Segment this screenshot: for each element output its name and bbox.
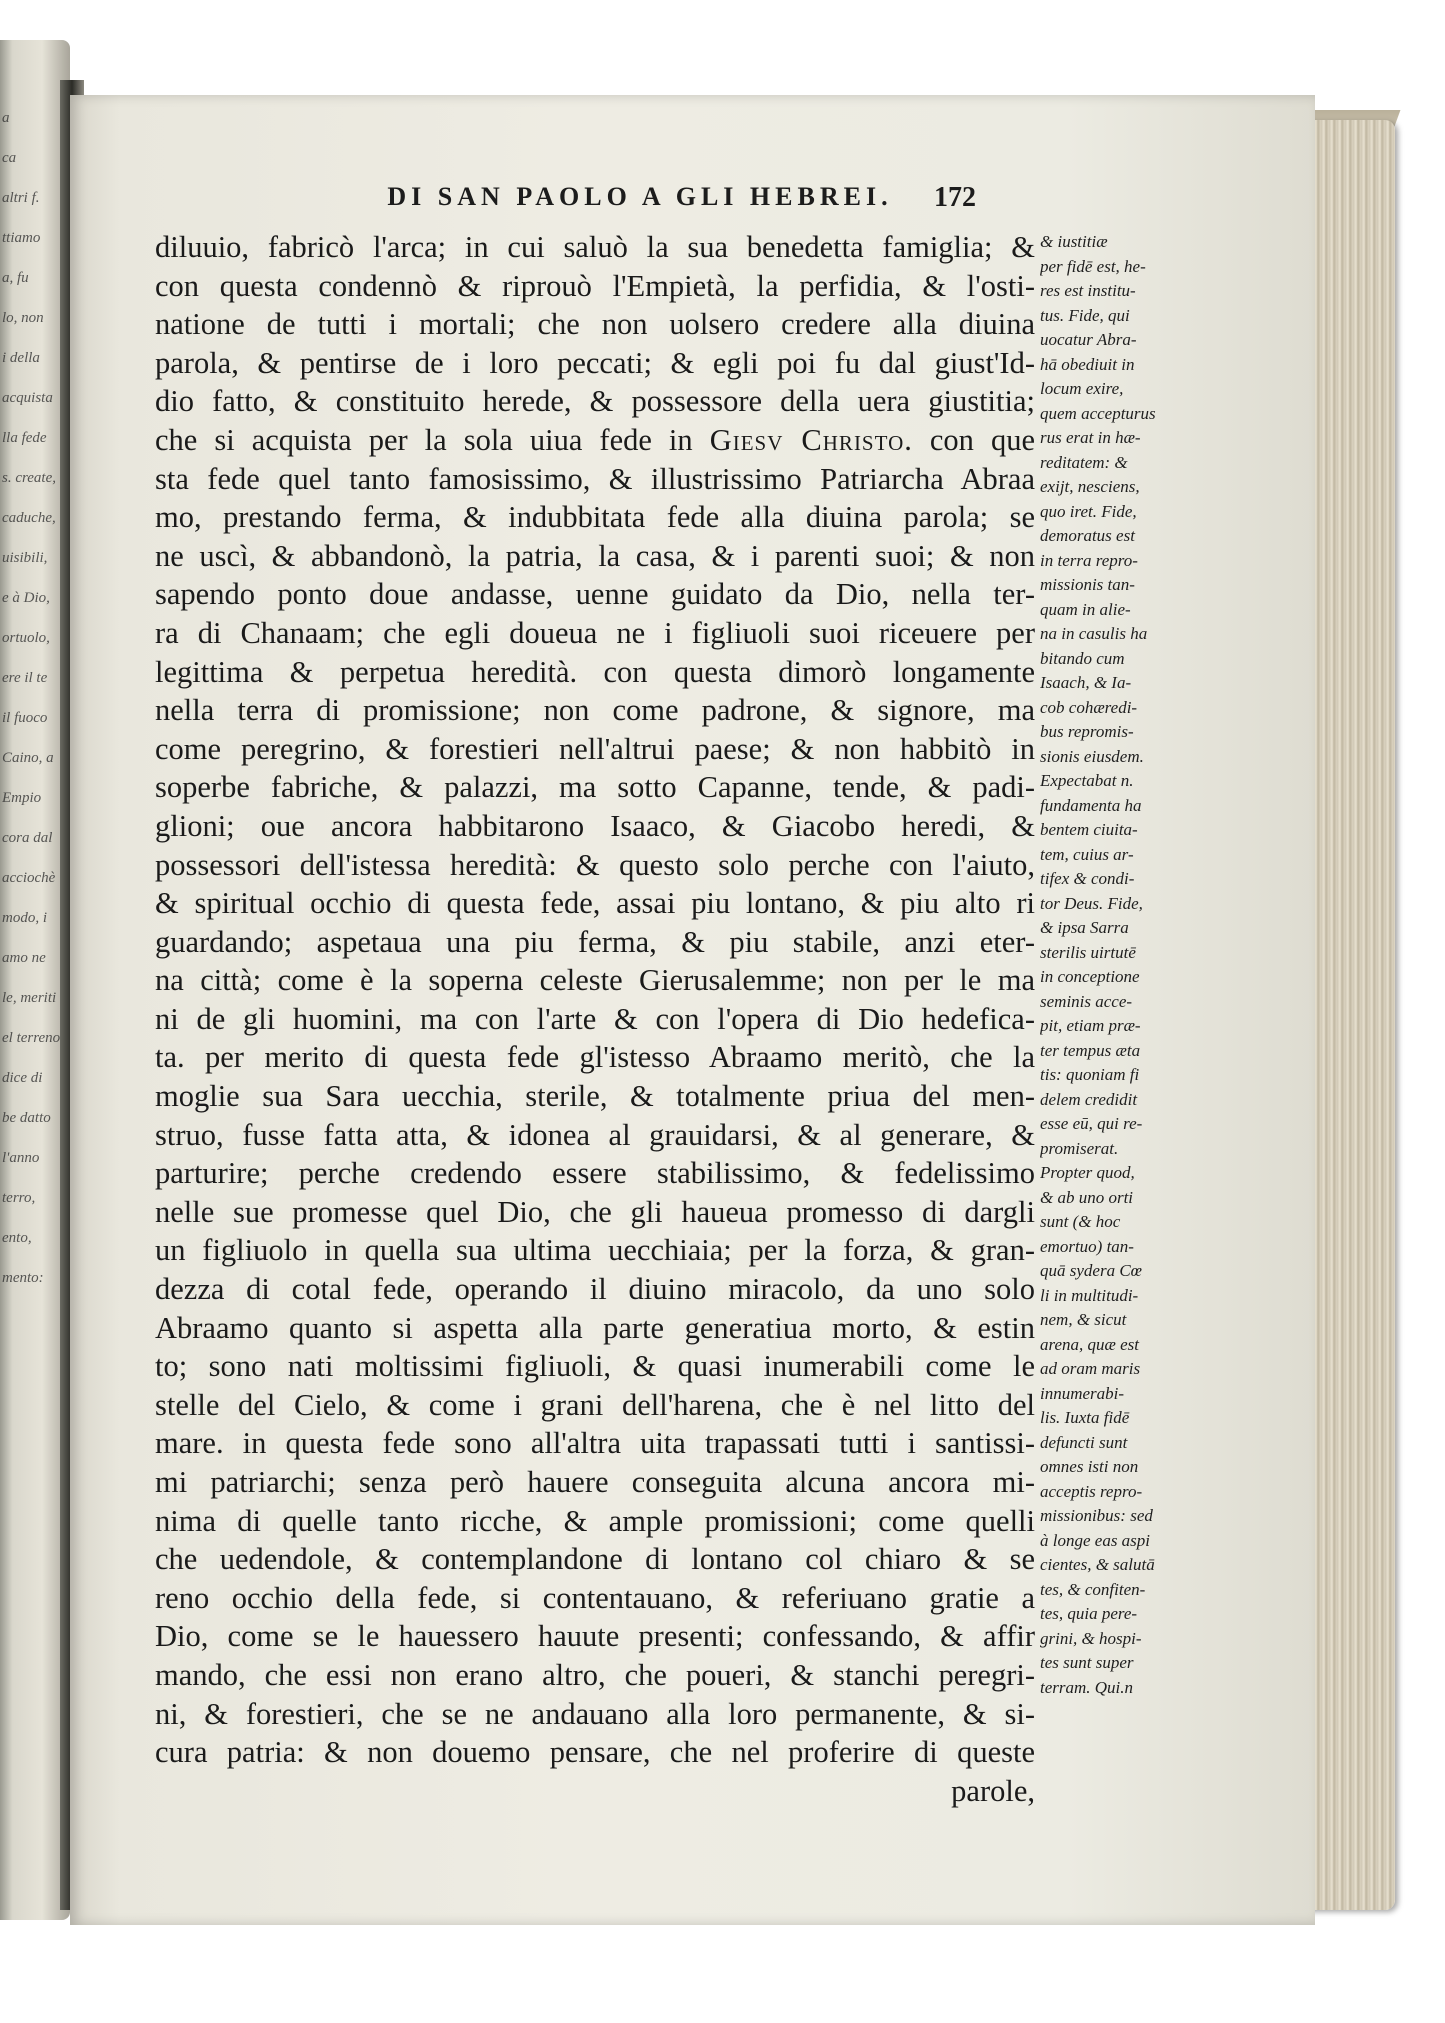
body-line: natione de tutti i mortali; che non uolsero credere alla diuina — [155, 307, 1035, 342]
body-text — [155, 228, 1035, 1810]
margin-note-line: Propter quod, — [1040, 1163, 1135, 1182]
body-line: reno occhio della fede, si contentauano, & referiuano gratie a — [155, 1580, 1035, 1615]
margin-note-line: quā sydera Cœ — [1040, 1261, 1142, 1280]
left-page-fragment: uisibili, — [2, 550, 48, 566]
body-line-text: con que — [912, 422, 1035, 457]
margin-note-line: tes, quia pere- — [1040, 1604, 1138, 1623]
margin-note-line: & ipsa Sarra — [1040, 918, 1129, 937]
margin-note-line: quo iret. Fide, — [1040, 501, 1137, 521]
body-line: che uedendole, & contemplandone di lontano col chiaro & se — [155, 1542, 1035, 1577]
margin-note-line: promiserat. — [1040, 1138, 1119, 1158]
margin-note-line: bitando cum — [1040, 648, 1125, 668]
catchword: parole, — [951, 1773, 1035, 1808]
margin-note-line: Isaach, & Ia- — [1040, 673, 1132, 692]
left-page-fragment: caduche, — [2, 510, 56, 526]
body-line: dezza di cotal fede, operando il diuino miracolo, da uno solo — [155, 1272, 1035, 1307]
left-page-fragment: modo, i — [2, 910, 47, 926]
body-line: soperbe fabriche, & palazzi, ma sotto Capanne, tende, & padi- — [155, 770, 1035, 805]
left-page-fragment: a, fu — [2, 270, 29, 286]
body-line: mando, che essi non erano altro, che poueri, & stanchi peregri- — [155, 1657, 1035, 1692]
margin-note-line: ad oram maris — [1040, 1359, 1141, 1378]
body-line: sta fede quel tanto famosissimo, & illustrissimo Patriarcha Abraa — [155, 461, 1035, 496]
body-line: stelle del Cielo, & come i grani dell'harena, che è nel litto del — [155, 1387, 1035, 1422]
body-line: ne uscì, & abbandonò, la patria, la casa, & i parenti suoi; & non — [155, 538, 1035, 573]
margin-note-line: acceptis repro- — [1040, 1481, 1143, 1501]
body-line: mi patriarchi; senza però hauere conseguita alcuna ancora mi- — [155, 1465, 1035, 1499]
small-caps-name: Giesv Christo. — [709, 422, 913, 457]
body-line: to; sono nati moltissimi figliuoli, & quasi inumerabili come le — [155, 1349, 1035, 1384]
left-page-fragment: be datto — [2, 1110, 51, 1126]
left-page-fragment: e à Dio, — [2, 590, 50, 606]
left-page-fragment: ortuolo, — [2, 630, 50, 646]
margin-note-line: grini, & hospi- — [1040, 1628, 1142, 1648]
left-page-fragment: le, meriti — [2, 990, 57, 1006]
margin-note-line: tes sunt super — [1040, 1653, 1134, 1672]
left-page-fragment: i della — [2, 350, 40, 366]
margin-note-line: locum exire, — [1040, 379, 1124, 398]
page-number: 172 — [934, 182, 976, 213]
margin-note-line: nem, & sicut — [1040, 1310, 1127, 1329]
margin-note-line: & ab uno orti — [1040, 1187, 1134, 1207]
body-line: con questa condennò & riprouò l'Empietà, la perfidia, & l'osti- — [155, 268, 1035, 303]
left-page-fragment: ca — [2, 150, 17, 166]
margin-notes — [1040, 230, 1245, 1700]
margin-note-line: emortuo) tan- — [1040, 1236, 1134, 1256]
margin-note-line: rus erat in hæ- — [1040, 428, 1141, 447]
margin-note-line: sionis eiusdem. — [1040, 746, 1144, 766]
margin-note-line: in conceptione — [1040, 967, 1140, 986]
left-page-fragment: Empio — [2, 790, 42, 806]
left-page-fragment: el terreno — [2, 1030, 61, 1046]
body-line: ta. per merito di questa fede gl'istesso Abraamo meritò, che la — [155, 1040, 1035, 1075]
body-line: diluuio, fabricò l'arca; in cui saluò la sua benedetta famiglia; & — [155, 230, 1035, 264]
margin-note-line: innumerabi- — [1040, 1383, 1125, 1403]
page-block-edges — [1305, 120, 1395, 1910]
left-page-fragment: ttiamo — [2, 230, 41, 246]
body-line: & spiritual occhio di questa fede, assai piu lontano, & piu alto ri — [155, 886, 1035, 921]
margin-note-line: uocatur Abra- — [1040, 330, 1137, 349]
left-page-fragment: s. create, — [2, 470, 57, 486]
body-line: mo, prestando ferma, & indubbitata fede alla diuina parola; se — [155, 500, 1035, 535]
margin-note-line: bus repromis- — [1040, 722, 1134, 741]
body-line: guardando; aspetaua una piu ferma, & piu stabile, anzi eter- — [155, 924, 1035, 959]
left-page-fragment: il fuoco — [2, 710, 48, 726]
margin-note-line: hā obediuit in — [1040, 354, 1135, 374]
margin-note-line: missionis tan- — [1040, 575, 1135, 594]
margin-note-line: tus. Fide, qui — [1040, 305, 1130, 325]
left-page-fragment: Caino, a — [2, 750, 54, 766]
margin-note-line: terram. Qui.n — [1040, 1677, 1134, 1697]
margin-note-line: in terra repro- — [1040, 550, 1138, 570]
margin-note-line: na in casulis ha — [1040, 624, 1148, 643]
margin-note-line: reditatem: & — [1040, 452, 1128, 472]
margin-note-line: per fidē est, he- — [1040, 256, 1146, 276]
body-line: mare. in questa fede sono all'altra uita trapassati tutti i santissi- — [155, 1426, 1035, 1461]
body-line: ra di Chanaam; che egli doueua ne i figliuoli suoi riceuere per — [155, 615, 1035, 650]
margin-note-line: tis: quoniam fi — [1040, 1065, 1140, 1084]
body-line: legittima & perpetua heredità. con questa dimorò longamente — [155, 654, 1035, 689]
body-line: parola, & pentirse de i loro peccati; & egli poi fu dal giust'Id- — [155, 345, 1035, 380]
margin-note-line: seminis acce- — [1040, 991, 1133, 1011]
margin-note-line: quam in alie- — [1040, 599, 1131, 619]
body-line — [155, 421, 1035, 460]
body-line: dio fatto, & constituito herede, & possessore della uera giustitia; — [155, 384, 1035, 419]
margin-note-line: esse eū, qui re- — [1040, 1114, 1143, 1133]
left-page-fragment: ento, — [2, 1230, 32, 1246]
left-page-fragment: acquista — [2, 390, 53, 406]
body-line: glioni; oue ancora habbitarono Isaaco, & Giacobo heredi, & — [155, 808, 1035, 843]
body-line: ni, & forestieri, che se ne andauano alla loro permanente, & si- — [155, 1696, 1035, 1731]
margin-note-line: demoratus est — [1040, 526, 1135, 545]
body-line: sapendo ponto doue andasse, uenne guidato da Dio, nella ter- — [155, 577, 1035, 612]
margin-note-line: defuncti sunt — [1040, 1432, 1128, 1452]
margin-note-line: tes, & confiten- — [1040, 1579, 1146, 1599]
left-page-fragment: dice di — [2, 1070, 43, 1086]
margin-note-line: ter tempus æta — [1040, 1040, 1141, 1060]
left-page-fragment: amo ne — [2, 950, 46, 966]
margin-note-line: li in multitudi- — [1040, 1285, 1139, 1305]
body-line: Abraamo quanto si aspetta alla parte generatiua morto, & estin — [155, 1310, 1035, 1345]
margin-note-line: tem, cuius ar- — [1040, 844, 1134, 864]
body-line-text: che si acquista per la sola uiua fede in — [155, 422, 710, 457]
margin-note-line: missionibus: sed — [1040, 1506, 1153, 1525]
running-title: DI SAN PAOLO A GLI HEBREI. — [387, 182, 893, 211]
left-page-fragment: lla fede — [2, 430, 47, 446]
margin-note-line: tifex & condi- — [1040, 869, 1135, 888]
body-line: moglie sua Sara uecchia, sterile, & totalmente priua del men- — [155, 1079, 1035, 1114]
margin-note-line: cientes, & salutā — [1040, 1555, 1155, 1574]
body-line: possessori dell'istessa heredità: & questo solo perche con l'aiuto, — [155, 847, 1035, 882]
margin-note-line: quem accepturus — [1040, 403, 1156, 423]
body-line: na città; come è la soperna celeste Gierusalemme; non per le ma — [155, 963, 1035, 998]
body-line: nelle sue promesse quel Dio, che gli haueua promesso di dargli — [155, 1194, 1035, 1229]
margin-note-line: lis. Iuxta fidē — [1040, 1408, 1130, 1427]
left-page-fragment: ere il te — [2, 670, 48, 686]
margin-note-line: arena, quæ est — [1040, 1334, 1140, 1354]
margin-note-line: bentem ciuita- — [1040, 820, 1138, 839]
margin-note-line: à longe eas aspi — [1040, 1530, 1151, 1550]
margin-note-line: fundamenta ha — [1040, 795, 1142, 815]
body-line: struo, fusse fatta atta, & idonea al grauidarsi, & al generare, & — [155, 1117, 1035, 1152]
body-line: un figliuolo in quella sua ultima uecchiaia; per la forza, & gran- — [155, 1233, 1035, 1268]
margin-note-line: pit, etiam præ- — [1040, 1016, 1141, 1035]
margin-note-line: delem credidit — [1040, 1089, 1138, 1109]
body-line: ni de gli huomini, ma con l'arte & con l'opera di Dio hedefica- — [155, 1001, 1035, 1036]
margin-note-line: sunt (& hoc — [1040, 1212, 1121, 1231]
left-page-fragment: lo, non — [2, 310, 44, 326]
left-page-fragment: a — [2, 110, 10, 126]
margin-note-line: & iustitiæ — [1040, 232, 1108, 251]
margin-note-line: res est institu- — [1040, 281, 1136, 300]
body-line: parturire; perche credendo essere stabilissimo, & fedelissimo — [155, 1156, 1035, 1191]
body-line: come peregrino, & forestieri nell'altrui paese; & non habbitò in — [155, 731, 1035, 766]
body-line: cura patria: & non douemo pensare, che nel proferire di queste — [155, 1735, 1035, 1770]
margin-note-line: cob cohæredi- — [1040, 697, 1138, 717]
left-page-fragment: acciochè — [2, 870, 56, 886]
left-page-fragment: l'anno — [2, 1150, 40, 1166]
body-line: nella terra di promissione; non come padrone, & signore, ma — [155, 693, 1035, 728]
left-page-fragment: altri f. — [2, 190, 40, 206]
margin-note-line: exijt, nesciens, — [1040, 477, 1140, 496]
body-line: Dio, come se le hauessero hauute presenti; confessando, & affir — [155, 1619, 1035, 1654]
margin-note-line: tor Deus. Fide, — [1040, 893, 1143, 913]
left-page-fragment: mento: — [2, 1270, 44, 1286]
left-page-fragment: cora dal — [2, 830, 53, 846]
body-line: nima di quelle tanto ricche, & ample promissioni; come quelli — [155, 1503, 1035, 1538]
margin-note-line: omnes isti non — [1040, 1457, 1139, 1476]
left-page-fragment: terro, — [2, 1190, 36, 1206]
margin-note-line: Expectabat n. — [1040, 771, 1134, 790]
margin-note-line: sterilis uirtutē — [1040, 942, 1136, 962]
